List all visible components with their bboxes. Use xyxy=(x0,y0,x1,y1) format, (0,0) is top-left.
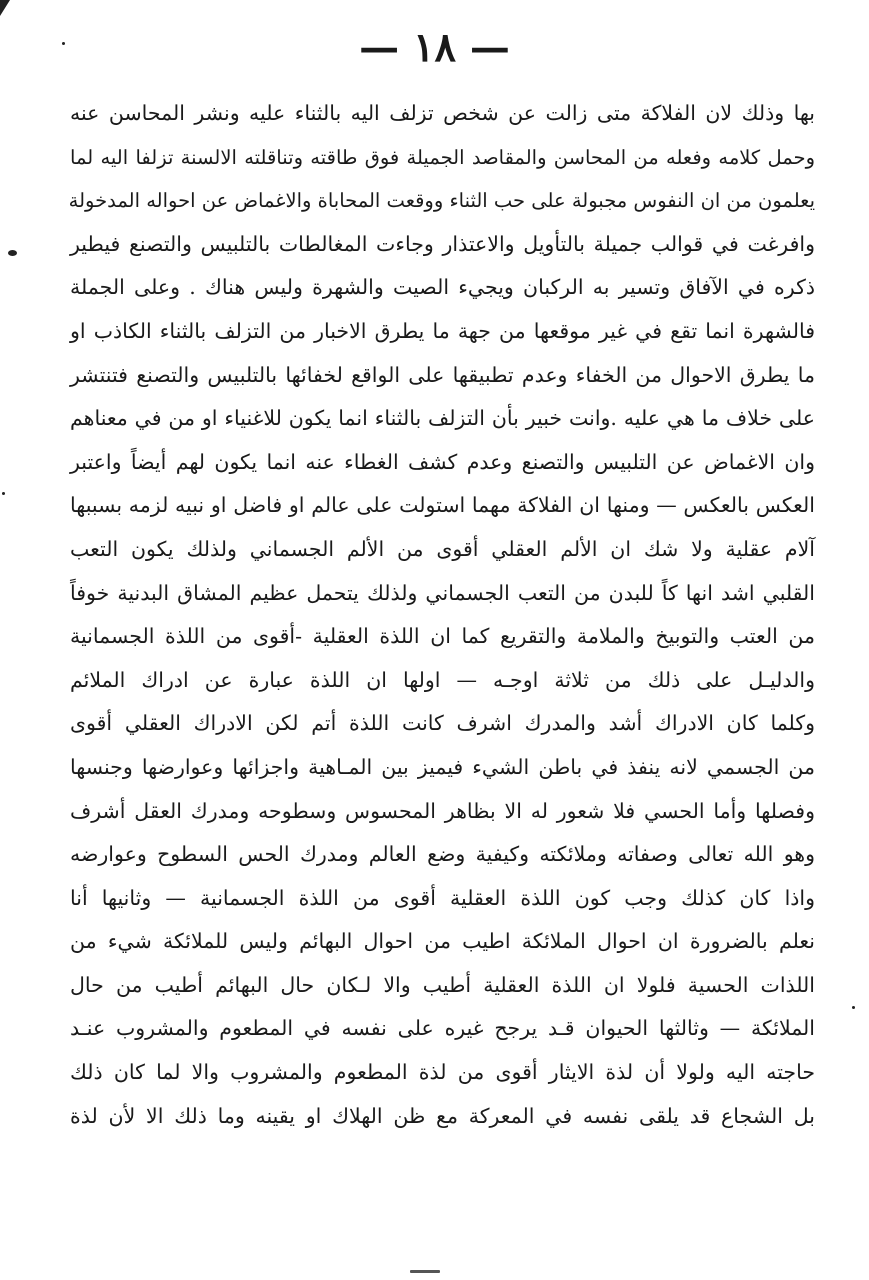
text-line: وحمل كلامه وفعله من المحاسن والمقاصد الجميلة فوق طاقته وتناقلته الالسنة تزلفا اليه لما xyxy=(70,145,815,169)
text-line: آلام عقلية ولا شك ان الألم العقلي أقوى من الألم الجسماني ولذلك يكون التعب xyxy=(70,536,815,561)
ink-dot xyxy=(2,492,5,495)
text-line: من الجسمي لانه ينفذ في باطن الشيء فيميز بين المـاهية واجزائها وعوارضها وجنسها xyxy=(70,754,815,779)
text-line: الملائكة — وثالثها الحيوان قـد يرجح غيره على نفسه في المطعوم والمشروب عنـد xyxy=(70,1016,815,1041)
ink-mark xyxy=(8,250,17,256)
text-line: وفصلها وأما الحسي فلا شعور له الا بظاهر المحسوس وسطوحه ومدرك العقل أشرف xyxy=(70,798,815,823)
body-text xyxy=(70,92,815,1138)
text-line: وهو الله تعالى وصفاته وملائكته وكيفية وضع العالم ومدرك الحس السطوح وعوارضه xyxy=(70,842,815,867)
ink-dot xyxy=(852,1006,855,1009)
ink-smudge xyxy=(410,1270,440,1273)
text-line: اللذات الحسية فلولا ان اللذة العقلية أطيب والا لـكان حال البهائم أطيب من حال xyxy=(70,972,815,997)
text-line: على خلاف ما هي عليه .وانت خبير بأن التزلف بالثناء انما يكون للاغنياء او من في معناهم xyxy=(70,406,815,431)
text-line: بها وذلك لان الفلاكة متى زالت عن شخص تزلف اليه بالثناء عليه ونشر المحاسن عنه xyxy=(70,101,815,125)
page-corner-mark xyxy=(0,0,10,16)
page-number: — ١٨ — xyxy=(359,24,510,71)
text-line: ما يطرق الاحوال من الخفاء وعدم تطبيقها على الواقع لخفائها بالتلبيس والتصنع فتنتشر xyxy=(70,362,815,387)
text-line: ذكره في الآفاق وتسير به الركبان ويجيء الصيت والشهرة وليس هناك . وعلى الجملة xyxy=(70,275,815,300)
text-line: وافرغت في قوالب جميلة بالتأويل والاعتذار وجاءت المغالطات بالتلبيس والتصنع فيطير xyxy=(70,231,815,256)
text-line: حاجته اليه ولولا أن لذة الايثار أقوى من لذة المطعوم والمشروب والا لما كان ذلك xyxy=(70,1060,815,1085)
text-line: بل الشجاع قد يلقى نفسه في المعركة مع ظن الهلاك او يقينه وما ذلك الا لأن لذة xyxy=(70,1103,815,1128)
text-line: وان الاغماض عن التلبيس والتصنع وعدم كشف الغطاء عنه انما يكون لهم أيضاً واعتبر xyxy=(70,449,815,474)
text-line: واذا كان كذلك وجب كون اللذة العقلية أقوى من اللذة الجسمانية — وثانيها أنا xyxy=(70,885,815,910)
text-line: يعلمون من ان النفوس مجبولة على حب الثناء ووقعت المحاباة والاغماض عن احواله المدخولة xyxy=(68,189,815,213)
text-line: نعلم بالضرورة ان احوال الملائكة اطيب من احوال البهائم وليس للملائكة شيء من xyxy=(70,929,815,954)
text-line: وكلما كان الادراك أشد والمدرك اشرف كانت اللذة أتم لكن الادراك العقلي أقوى xyxy=(70,711,815,736)
text-line: فالشهرة انما تقع في غير موقعها من جهة ما يطرق الاخبار من التزلف بالثناء الكاذب او xyxy=(70,318,815,343)
text-line: القلبي اشد انها كاً للبدن من التعب الجسماني ولذلك يتحمل عظيم المشاق البدنية خوفاً xyxy=(70,580,815,605)
text-line: والدليـل على ذلك من ثلاثة اوجـه — اولها ان اللذة عبارة عن ادراك الملائم xyxy=(70,667,815,692)
text-line: العكس بالعكس — ومنها ان الفلاكة مهما استولت على عالم او فاضل او نبيه لزمه بسببها xyxy=(70,493,815,518)
text-line: من العتب والتوبيخ والملامة والتقريع كما ان اللذة العقلية -أقوى من اللذة الجسمانية xyxy=(70,624,815,649)
